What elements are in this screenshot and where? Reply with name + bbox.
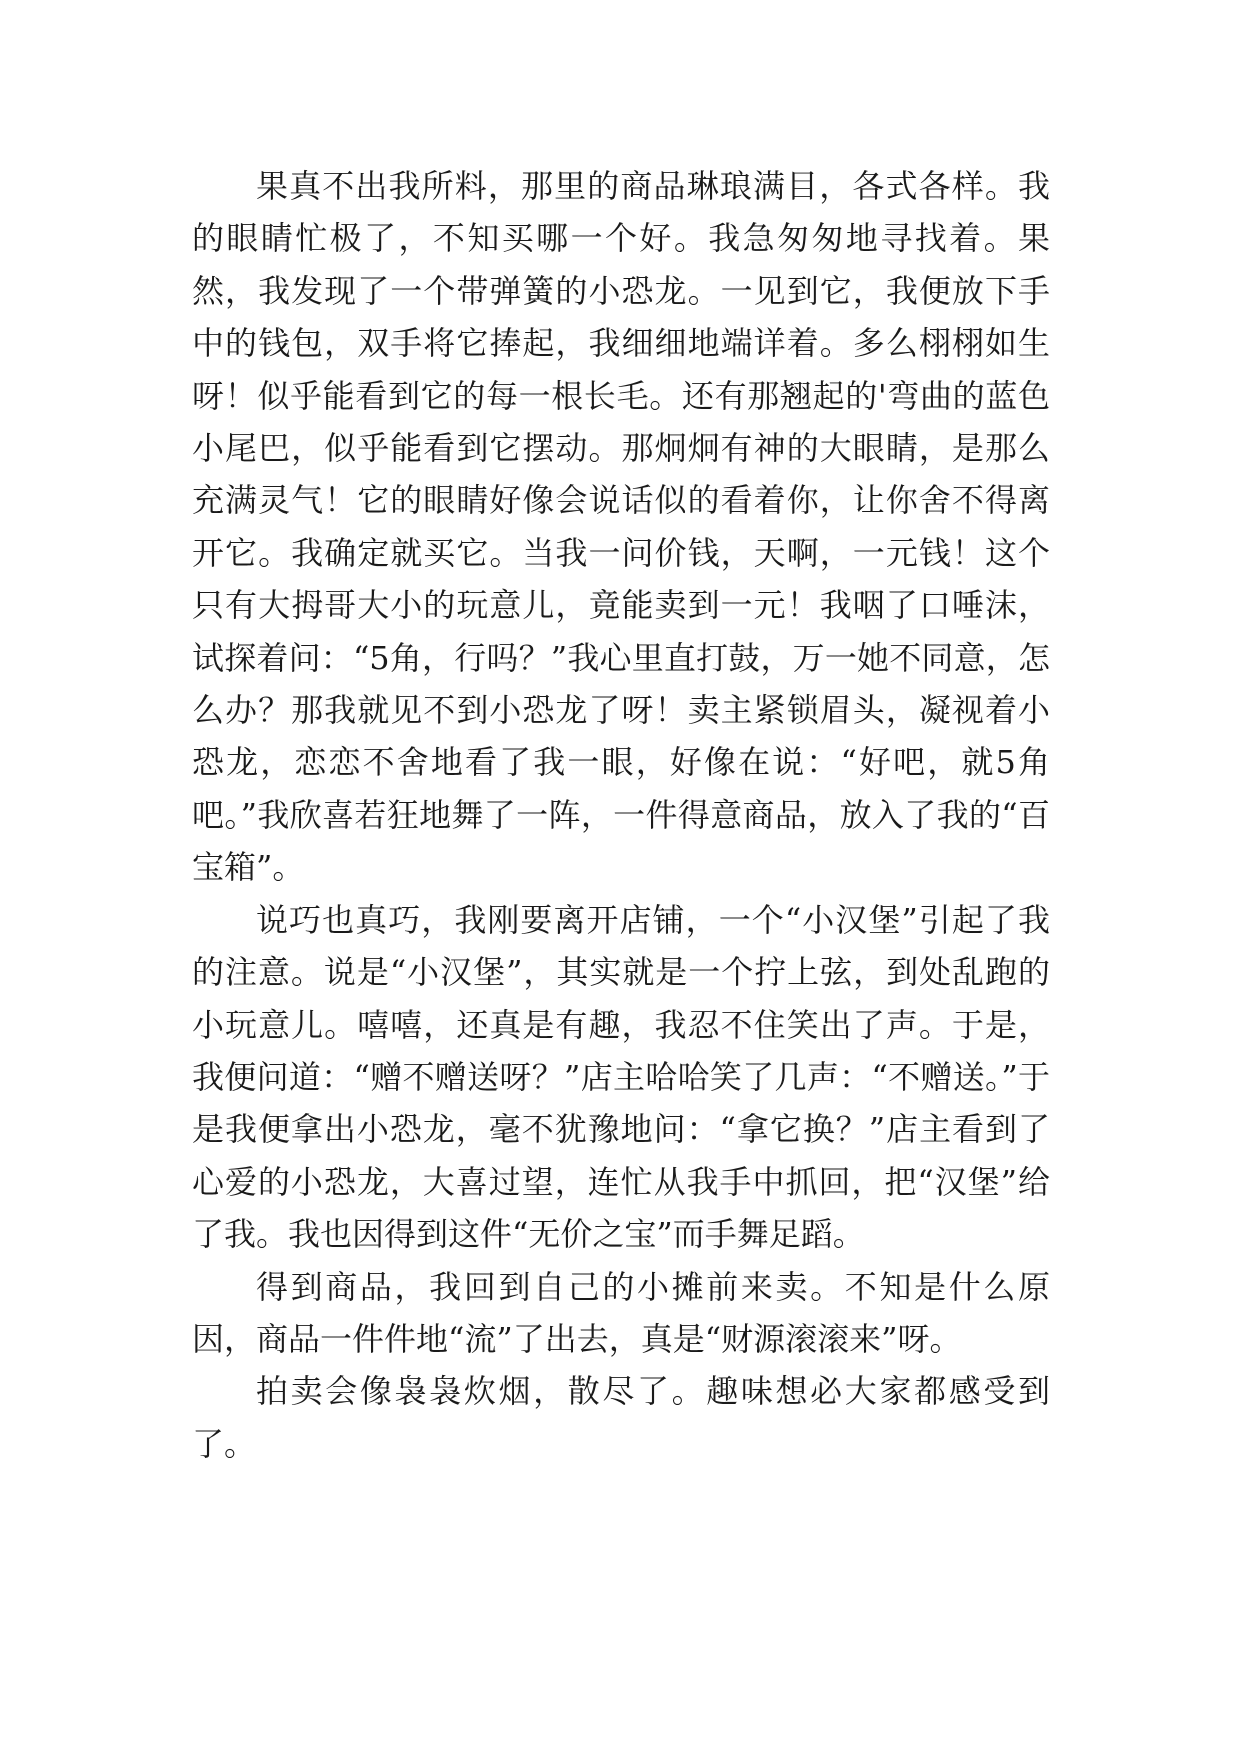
- paragraph-ending: 拍卖会像袅袅炊烟，散尽了。趣味想必大家都感受到了。: [192, 1372, 1050, 1463]
- paragraph-dinosaur: 果真不出我所料，那里的商品琳琅满目，各式各样。我的眼睛忙极了，不知买哪一个好。我急匆匆地寻找着。果然，我发现了一个带弹簧的小恐龙。一见到它，我便放下手中的钱包，双手将它捧起，我细细地端详着。多么栩栩如生呀！似乎能看到它的每一根长毛。还有那翘起的'弯曲的蓝色小尾巴，似乎能看到它摆动。那炯炯有神的大眼睛，是那么充满灵气！它的眼睛好像会说话似的看着你，让你舍不得离开它。我确定就买它。当我一问价钱，天啊，一元钱！这个只有大拇哥大小的玩意儿，竟能卖到一元！我咽了口唾沫，试探着问：“5角，行吗？”我心里直打鼓，万一她不同意，怎么办？那我就见不到小恐龙了呀！卖主紧锁眉头，凝视着小恐龙，恋恋不舍地看了我一眼，好像在说：“好吧，就5角吧。”我欣喜若狂地舞了一阵，一件得意商品，放入了我的“百宝箱”。: [192, 167, 1050, 887]
- paragraph-hamburger: 说巧也真巧，我刚要离开店铺，一个“小汉堡”引起了我的注意。说是“小汉堡”，其实就是一个拧上弦，到处乱跑的小玩意儿。嘻嘻，还真是有趣，我忍不住笑出了声。于是，我便问道：“赠不赠送呀？”店主哈哈笑了几声：“不赠送。”于是我便拿出小恐龙，毫不犹豫地问：“拿它换？”店主看到了心爱的小恐龙，大喜过望，连忙从我手中抓回，把“汉堡”给了我。我也因得到这件“无价之宝”而手舞足蹈。: [192, 900, 1050, 1254]
- document-body: [192, 160, 1050, 1470]
- paragraph-selling: 得到商品，我回到自己的小摊前来卖。不知是什么原因，商品一件件地“流”了出去，真是“财源滚滚来”呀。: [192, 1267, 1050, 1358]
